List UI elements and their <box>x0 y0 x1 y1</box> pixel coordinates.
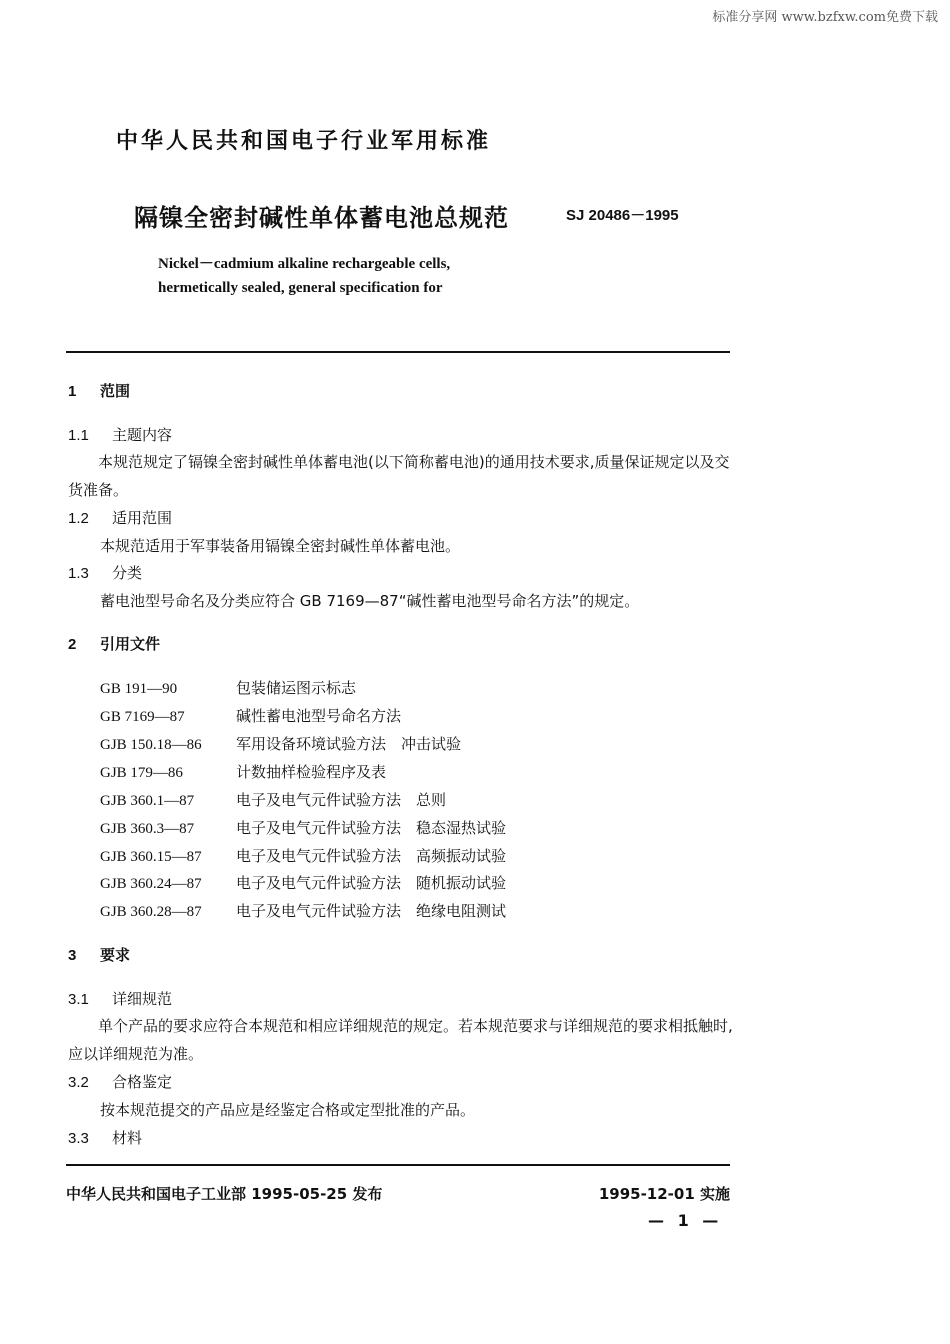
section-1-heading <box>68 380 130 401</box>
section-number: 1 <box>68 383 77 400</box>
reference-name: 电子及电气元件试验方法 总则 <box>236 791 447 809</box>
reference-code: GJB 360.28—87 <box>100 904 202 920</box>
section-title: 合格鉴定 <box>112 1073 173 1091</box>
section-title: 材料 <box>112 1129 143 1147</box>
section-1-1-heading <box>68 424 172 445</box>
section-number: 2 <box>68 636 77 653</box>
reference-name: 电子及电气元件试验方法 高频振动试验 <box>236 847 507 865</box>
reference-code: GJB 150.18—86 <box>100 737 202 753</box>
issuer-line: 中华人民共和国电子工业部 1995-05-25 发布 <box>66 1185 383 1203</box>
section-3-2-heading <box>68 1071 172 1092</box>
reference-code: GJB 360.3—87 <box>100 821 195 837</box>
reference-name: 电子及电气元件试验方法 随机振动试验 <box>236 874 507 892</box>
section-1-1-text: 本规范规定了镉镍全密封碱性单体蓄电池(以下简称蓄电池)的通用技术要求,质量保证规定以及交货准备。 <box>68 453 730 499</box>
section-number: 3.1 <box>68 991 89 1008</box>
document-title-en-line1: Nickel－cadmium alkaline rechargeable cells, <box>158 256 451 272</box>
section-title: 引用文件 <box>100 635 161 653</box>
section-title: 主题内容 <box>112 426 173 444</box>
reference-row <box>100 845 506 866</box>
section-number: 3.2 <box>68 1074 89 1091</box>
reference-code: GJB 360.15—87 <box>100 849 202 865</box>
section-title: 适用范围 <box>112 509 173 527</box>
reference-name: 军用设备环境试验方法 冲击试验 <box>236 735 462 753</box>
watermark-text: 标准分享网 www.bzfxw.com免费下载 <box>712 10 938 25</box>
reference-name: 电子及电气元件试验方法 绝缘电阻测试 <box>236 902 507 920</box>
reference-code: GB 191—90 <box>100 681 178 697</box>
section-1-3-heading <box>68 562 142 583</box>
section-2-heading <box>68 633 160 654</box>
page-number: — 1 — <box>648 1211 723 1230</box>
document-title-cn: 隔镍全密封碱性单体蓄电池总规范 <box>134 204 509 232</box>
section-title: 要求 <box>100 946 131 964</box>
section-1-2-heading <box>68 507 172 528</box>
section-1-3-text: 蓄电池型号命名及分类应符合 GB 7169—87“碱性蓄电池型号命名方法”的规定。 <box>100 592 640 610</box>
reference-row <box>100 733 461 754</box>
reference-row <box>100 817 506 838</box>
reference-code: GJB 360.1—87 <box>100 793 195 809</box>
reference-code: GJB 179—86 <box>100 765 183 781</box>
effective-date: 1995-12-01 实施 <box>598 1185 730 1203</box>
section-number: 1.3 <box>68 565 89 582</box>
reference-name: 包装储运图示标志 <box>236 679 357 697</box>
standard-code: SJ 20486－1995 <box>566 207 679 224</box>
footer-divider <box>66 1164 730 1166</box>
section-title: 详细规范 <box>112 990 173 1008</box>
section-title: 范围 <box>100 382 131 400</box>
reference-row <box>100 789 446 810</box>
section-number: 1.1 <box>68 427 89 444</box>
section-3-1-heading <box>68 988 172 1009</box>
reference-row <box>100 761 386 782</box>
reference-row <box>100 872 506 893</box>
reference-code: GJB 360.24—87 <box>100 876 202 892</box>
standard-type-heading: 中华人民共和国电子行业军用标准 <box>116 129 492 154</box>
section-1-2-text: 本规范适用于军事装备用镉镍全密封碱性单体蓄电池。 <box>100 537 461 555</box>
reference-row <box>100 677 356 698</box>
reference-name: 碱性蓄电池型号命名方法 <box>236 707 402 725</box>
section-3-1-text: 单个产品的要求应符合本规范和相应详细规范的规定。若本规范要求与详细规范的要求相抵触时,应以详细规范为准。 <box>68 1017 733 1063</box>
reference-name: 计数抽样检验程序及表 <box>236 763 387 781</box>
section-3-heading <box>68 944 130 965</box>
section-number: 3.3 <box>68 1130 89 1147</box>
reference-name: 电子及电气元件试验方法 稳态湿热试验 <box>236 819 507 837</box>
header-divider <box>66 351 730 353</box>
section-number: 3 <box>68 947 77 964</box>
reference-code: GB 7169—87 <box>100 709 185 725</box>
section-title: 分类 <box>112 564 143 582</box>
section-number: 1.2 <box>68 510 89 527</box>
section-3-2-text: 按本规范提交的产品应是经鉴定合格或定型批准的产品。 <box>100 1101 476 1119</box>
reference-row <box>100 900 506 921</box>
reference-row <box>100 705 401 726</box>
section-3-3-heading <box>68 1127 142 1148</box>
document-title-en-line2: hermetically sealed, general specification for <box>158 280 443 296</box>
